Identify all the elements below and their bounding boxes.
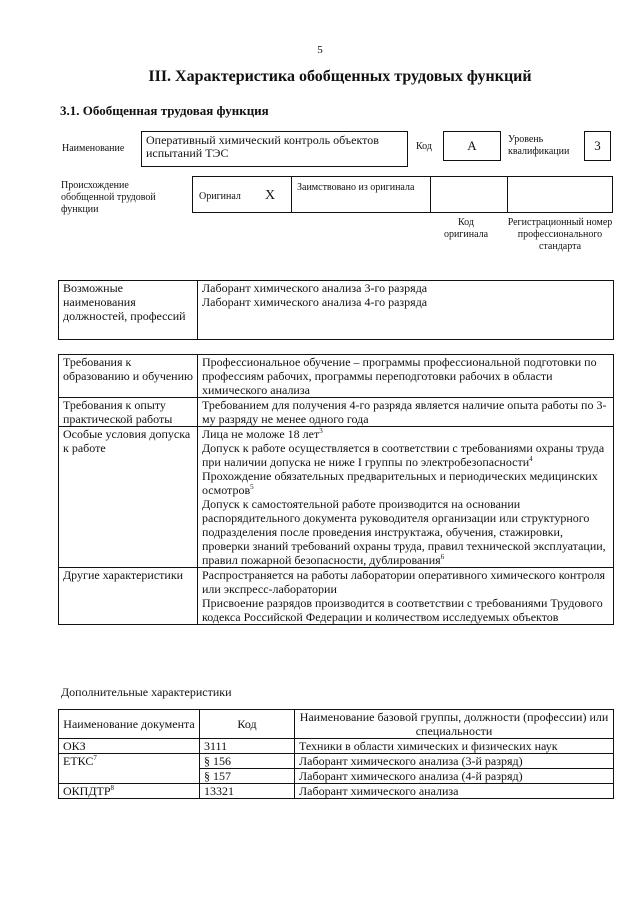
code-cell: 3111 <box>200 739 295 754</box>
special-paragraph: Допуск к самостоятельной работе производится на основании распорядительного документа руководителя организации или структурного подразделения после проведения инструктажа, обучения, стажировки, проверки знаний требований охраны труда, правил технической эксплуатации, правил пожарной безопасности, дублирования$^6$ <box>202 497 606 567</box>
divider <box>507 176 508 213</box>
position-item: Лаборант химического анализа 3-го разряда <box>202 281 428 295</box>
additional-table <box>58 709 614 799</box>
experience-label: Требования к опыту практической работы <box>59 398 198 427</box>
name-cell: Лаборант химического анализа (3-й разряд) <box>295 754 614 769</box>
section-title: III. Характеристика обобщенных трудовых функций <box>148 68 532 85</box>
additional-title: Дополнительные характеристики <box>61 685 232 699</box>
special-paragraph: Прохождение обязательных предварительных и периодических медицинских осмотров$^5$ <box>202 469 598 497</box>
code-cell: § 157 <box>200 769 295 784</box>
education-text: Профессиональное обучение – программы профессиональной подготовки по профессиям рабочих, программы переподготовки рабочих в области химического анализа <box>198 355 614 398</box>
code-cell: § 156 <box>200 754 295 769</box>
code-cell: 13321 <box>200 784 295 799</box>
doc-cell: ОКПДТР$^8$ <box>59 784 200 799</box>
special-label: Особые условия допуска к работе <box>59 427 198 568</box>
experience-text: Требованием для получения 4-го разряда является наличие опыта работы по 3-му разряду не менее одного года <box>198 398 614 427</box>
doc-cell: ОКЗ <box>59 739 200 754</box>
other-characteristics <box>198 568 614 625</box>
positions-label: Возможные наименования должностей, профессий <box>59 281 198 340</box>
origin-box <box>192 176 613 213</box>
origin-label: Происхождение обобщенной трудовой функции <box>61 180 156 215</box>
other-paragraph: Присвоение разрядов производится в соответствии с требованиями Трудового кодекса Российской Федерации и количеством исследуемых объектов <box>202 596 603 624</box>
level-label: Уровень квалификации <box>508 134 570 157</box>
original-code-caption: Код оригинала <box>443 217 489 240</box>
divider <box>291 176 292 213</box>
subsection-title: 3.1. Обобщенная трудовая функция <box>60 103 269 118</box>
table-row <box>59 784 614 799</box>
registration-number-caption: Регистрационный номер профессионального стандарта <box>507 217 613 252</box>
special-paragraph: Допуск к работе осуществляется в соответствии с требованиями охраны труда при наличии допуска не ниже I группы по электробезопасности$^4$ <box>202 441 605 469</box>
requirements-table <box>58 354 614 625</box>
table-row <box>59 739 614 754</box>
original-label: Оригинал <box>199 191 241 202</box>
positions-cell <box>198 281 614 340</box>
name-cell: Техники в области химических и физических наук <box>295 739 614 754</box>
borrowed-label: Заимствовано из оригинала <box>297 182 415 193</box>
col-header-document: Наименование документа <box>59 710 200 739</box>
name-label: Наименование <box>62 143 125 154</box>
table-row <box>59 281 614 340</box>
name-cell: Лаборант химического анализа (4-й разряд) <box>295 769 614 784</box>
divider <box>430 176 431 213</box>
col-header-name: Наименование базовой группы, должности (профессии) или специальности <box>295 710 614 739</box>
code-label: Код <box>416 141 432 152</box>
other-paragraph: Распространяется на работы лаборатории оперативного химического контроля или экспресс-лаборатории <box>202 568 606 596</box>
table-row <box>59 754 614 769</box>
function-name-box <box>141 131 408 167</box>
special-paragraph: Лица не моложе 18 лет$^3$ <box>202 427 323 441</box>
col-header-code: Код <box>200 710 295 739</box>
page-number: 5 <box>317 44 323 56</box>
original-mark: X <box>265 188 276 203</box>
table-row <box>59 355 614 398</box>
doc-cell: ЕТКС$^7$ <box>59 754 200 784</box>
other-label: Другие характеристики <box>59 568 198 625</box>
table-row <box>59 710 614 739</box>
table-row <box>59 427 614 568</box>
education-label: Требования к образованию и обучению <box>59 355 198 398</box>
special-conditions <box>198 427 614 568</box>
positions-table <box>58 280 614 340</box>
name-cell: Лаборант химического анализа <box>295 784 614 799</box>
table-row <box>59 398 614 427</box>
table-row <box>59 568 614 625</box>
level-value: 3 <box>584 131 611 161</box>
position-item: Лаборант химического анализа 4-го разряда <box>202 295 428 309</box>
function-name-value: Оперативный химический контроль объектов испытаний ТЭС <box>146 133 379 160</box>
code-value: А <box>443 131 501 161</box>
